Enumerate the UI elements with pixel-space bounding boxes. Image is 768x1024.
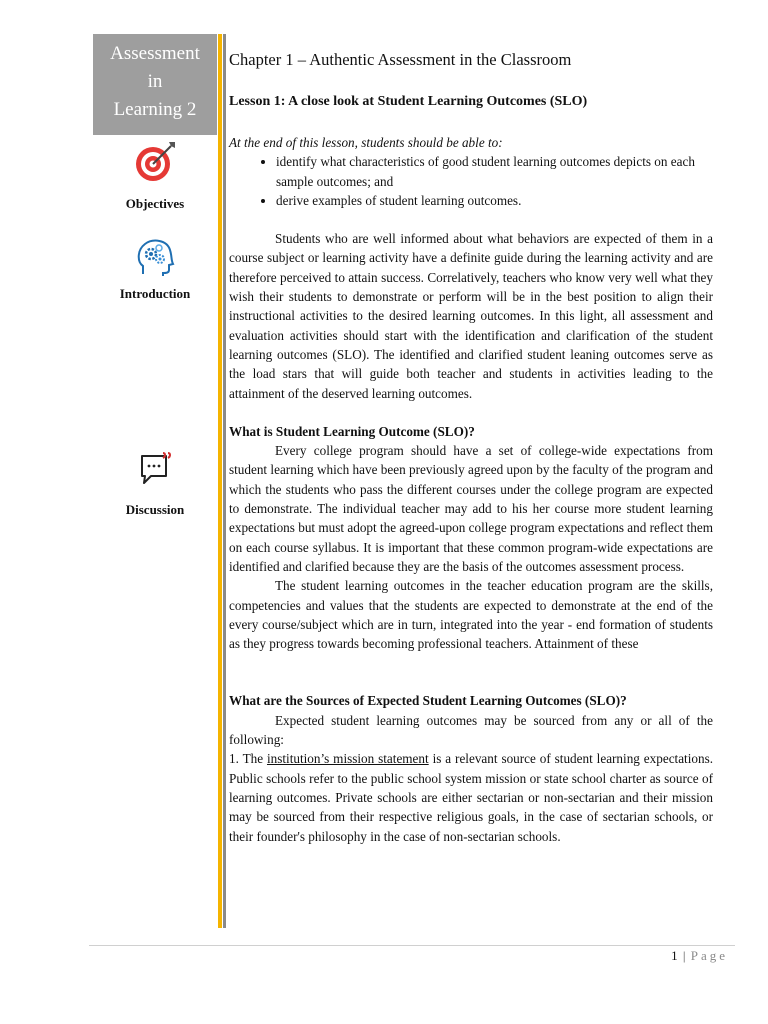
sidebar-discussion-label: Discussion — [125, 502, 185, 517]
sidebar-introduction-label: Introduction — [119, 286, 191, 301]
course-title-line: Assessment — [110, 43, 200, 64]
sidebar-introduction — [93, 236, 217, 302]
sources-item-prefix: 1. The — [229, 751, 267, 767]
chapter-title: Chapter 1 – Authentic Assessment in the Classroom — [229, 50, 572, 69]
page-separator: | — [678, 948, 691, 963]
sidebar-discussion — [93, 452, 217, 518]
objectives-intro: At the end of this lesson, students should be able to: — [229, 135, 503, 150]
sidebar-objectives-label: Objectives — [125, 196, 185, 211]
sources-item-text: is a relevant source of student learning expectations. Public schools refer to the public school system mission or state school charter as source of learning outcomes. Private schools are either sectarian or non-sectarian and their mission may be sourced from their respective religious goals, in the case of sectarian schools, or their founder's philosophy in the case of non-sectarian schools. — [229, 751, 714, 844]
page-word: Page — [690, 948, 728, 963]
spacer — [229, 672, 713, 691]
discussion-paragraph: The student learning outcomes in the teacher education program are the skills, competencies and values that the students are expected to demonstrate at the end of the every course/subject which are in turn, integrated into the year - end formation of students as they progress towards becoming professional teachers. Attainment of these — [229, 578, 713, 652]
spacer — [229, 403, 713, 422]
objectives-list — [229, 152, 713, 210]
sources-intro-paragraph: Expected student learning outcomes may be sourced from any or all of the following: — [229, 712, 713, 748]
page-number: 1 — [671, 948, 679, 963]
brain-gears-icon — [133, 236, 177, 278]
course-title-box — [93, 34, 217, 135]
course-title-line: Learning 2 — [113, 99, 197, 120]
lesson-body — [229, 133, 713, 846]
target-icon — [131, 138, 179, 186]
spacer — [229, 210, 713, 229]
mission-statement-term: institution’s mission statement — [266, 751, 429, 767]
footer-divider — [89, 945, 735, 946]
section-heading-slo: What is Student Learning Outcome (SLO)? — [229, 423, 475, 439]
discussion-paragraph: Every college program should have a set of college-wide expectations from student learning which have been previously agreed upon by the faculty of the program and which the students who pass the different courses under the college program are expected to demonstrate. The individual teacher may add to his her course more student learning expectations but must adopt the agreed-upon college program expectations and reflect them on each course syllabus. It is important that these common program-wide expectations are identified and clarified because they are the basis of the outcomes assessment process. — [229, 443, 713, 574]
objective-item: • identify what characteristics of good student learning outcomes depicts on each sample outcomes; and — [276, 152, 713, 191]
divider-rule — [223, 34, 226, 928]
objective-item: • derive examples of student learning outcomes. — [276, 191, 713, 210]
lesson-title: Lesson 1: A close look at Student Learning Outcomes (SLO) — [229, 94, 588, 109]
accent-rule — [218, 34, 222, 928]
sources-item-1 — [229, 749, 713, 845]
sidebar-objectives — [93, 138, 217, 212]
spacer — [229, 653, 713, 672]
introduction-paragraph: Students who are well informed about what behaviors are expected of them in a course subject or learning activity have a definite guide during the learning activity and are therefore perceived to attain success. Correlatively, teachers who know very well what they wish their students to demonstrate or perform will be in the best position to align their instructional activities to the desired learning outcomes. In this light, all assessment and evaluation activities should start with the identification and clarification of the student learning outcomes (SLO). The identified and clarified student leaning outcomes serve as the load stars that will guide both teacher and students in activities leading to the attainment of the deserved learning outcomes. — [229, 231, 713, 401]
section-heading-sources: What are the Sources of Expected Student Learning Outcomes (SLO)? — [229, 693, 627, 709]
speech-bubble-icon — [137, 452, 173, 488]
course-title-line: in — [147, 71, 163, 92]
page-footer — [671, 948, 728, 964]
